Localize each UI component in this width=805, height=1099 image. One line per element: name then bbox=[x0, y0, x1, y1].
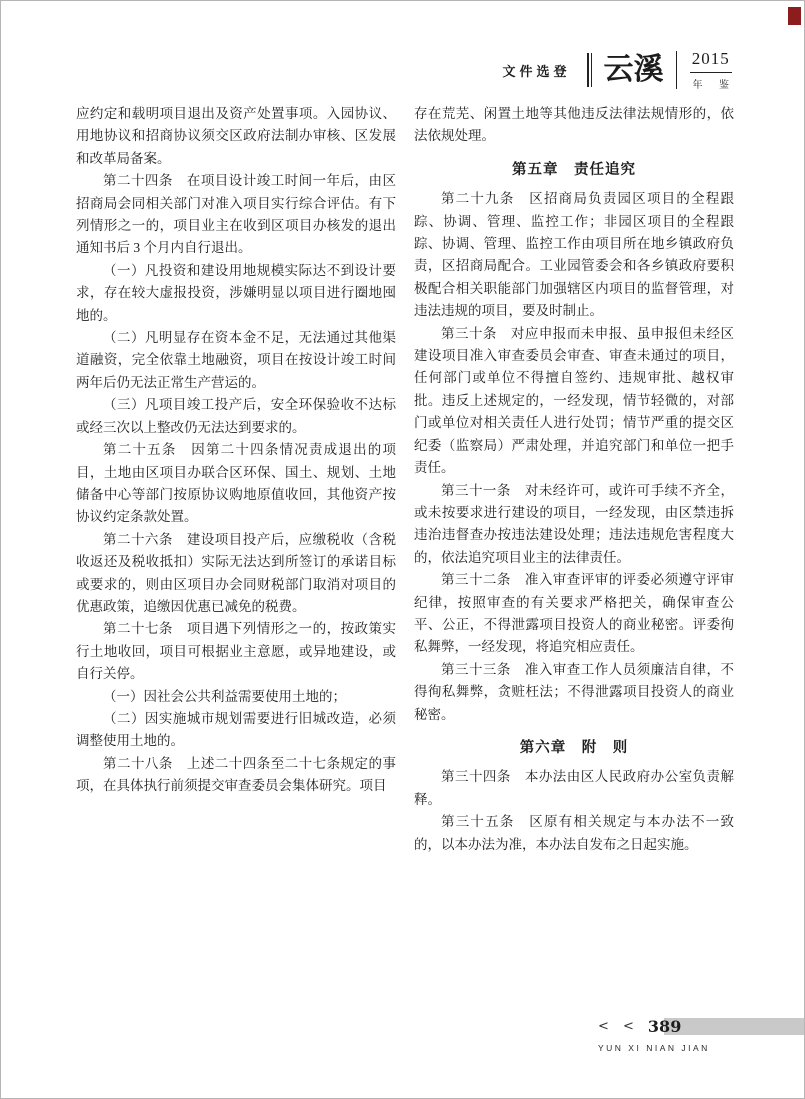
horizontal-rule bbox=[690, 72, 732, 73]
paragraph: 第二十七条 项目遇下列情形之一的，按政策实行土地收回，项目可根据业主意愿，或异地建设，或自行关停。 bbox=[76, 621, 396, 682]
paragraph: 第三十三条 准入审查工作人员须廉洁自律，不得徇私舞弊，贪赃枉法；不得泄露项目投资人的商业秘密。 bbox=[414, 661, 734, 722]
right-column bbox=[414, 103, 734, 856]
paragraph: 存在荒芜、闲置土地等其他违反法律法规情形的，依法依规处理。 bbox=[414, 106, 734, 144]
paragraph: （二）因实施城市规划需要进行旧城改造，必须调整使用土地的。 bbox=[76, 710, 396, 749]
section-label: 文件选登 bbox=[502, 63, 571, 79]
footer-gray-bar bbox=[664, 1018, 805, 1035]
page-header bbox=[76, 47, 736, 93]
paragraph: （一）凡投资和建设用地规模实际达不到设计要求，存在较大虚报投资，涉嫌明显以项目进行圈地囤地的。 bbox=[76, 262, 396, 323]
double-rule-divider bbox=[587, 53, 592, 87]
red-corner-mark bbox=[788, 7, 801, 25]
paragraph: 第二十四条 在项目设计竣工时间一年后，由区招商局会同相关部门对准入项目实行综合评估。有下列情形之一的，项目业主在收到区项目办核发的退出通知书后 3 个月内自行退出。 bbox=[76, 173, 396, 256]
paragraph: 第三十二条 准入审查评审的评委必须遵守评审纪律，按照审查的有关要求严格把关，确保审查公平、公正，不得泄露项目投资人的商业秘密。评委徇私舞弊，一经发现，将追究相应责任。 bbox=[414, 572, 734, 655]
brand-subtitle: 年 鉴 bbox=[692, 79, 736, 91]
page-footer bbox=[1, 1014, 805, 1074]
left-column bbox=[76, 103, 396, 798]
vertical-rule bbox=[676, 51, 677, 89]
year: 2015 bbox=[691, 49, 730, 69]
yearbook-brand: 云溪 bbox=[603, 52, 664, 87]
paragraph: 第二十六条 建设项目投产后，应缴税收（含税收返还及税收抵扣）实际无法达到所签订的承诺目标或要求的，则由区项目办会同财税部门取消对项目的优惠政策，追缴因优惠已减免的税费。 bbox=[76, 531, 396, 614]
paragraph: 第二十五条 因第二十四条情况责成退出的项目，土地由区项目办联合区环保、国土、规划、土地储备中心等部门按原协议购地原值收回，其他资产按协议约定条款处置。 bbox=[76, 442, 396, 525]
page-number: 389 bbox=[647, 1016, 682, 1036]
paragraph: （三）凡项目竣工投产后，安全环保验收不达标或经三次以上整改仍无法达到要求的。 bbox=[76, 397, 396, 435]
paragraph: （一）因社会公共利益需要使用土地的； bbox=[103, 688, 346, 704]
paragraph: （二）凡明显存在资本金不足，无法通过其他渠道融资，完全依靠土地融资，项目在按设计竣工时间两年后仍无法正常生产营运的。 bbox=[76, 330, 396, 390]
page-number-row bbox=[598, 1014, 681, 1038]
paragraph: 第二十八条 上述二十四条至二十七条规定的事项，在具体执行前须提交审查委员会集体研究。项目 bbox=[76, 755, 396, 794]
chapter-heading: 第六章 附 则 bbox=[519, 739, 629, 756]
page-arrows: < < bbox=[598, 1018, 639, 1034]
romanized-title: YUN XI NIAN JIAN bbox=[598, 1043, 710, 1053]
paragraph: 第三十五条 区原有相关规定与本办法不一致的，以本办法为准，本办法自发布之日起实施。 bbox=[414, 814, 734, 852]
paragraph: 第三十四条 本办法由区人民政府办公室负责解释。 bbox=[414, 769, 734, 807]
paragraph: 第三十一条 对未经许可，或许可手续不齐全，或未按要求进行建设的项目，一经发现，由区禁违拆违治违督查办按违法建设处理；违法违规危害程度大的，依法追究项目业主的法律责任。 bbox=[414, 482, 734, 565]
paragraph: 应约定和载明项目退出及资产处置事项。入园协议、用地协议和招商协议须交区政府法制办审核、区发展和改革局备案。 bbox=[76, 106, 396, 166]
year-block bbox=[686, 49, 737, 90]
paragraph: 第三十条 对应申报而未申报、虽申报但未经区建设项目准入审查委员会审查、审查未通过的项目，任何部门或单位不得擅自签约、违规审批、越权审批。违反上述规定的，一经发现，情节轻微的，对部门或单位对相关责任人进行处罚；情节严重的提交区纪委（监察局）严肃处理，并追究部门和单位一把手责任。 bbox=[414, 325, 734, 476]
chapter-heading: 第五章 责任追究 bbox=[512, 161, 636, 178]
paragraph: 第二十九条 区招商局负责园区项目的全程跟踪、协调、管理、监控工作；非园区项目的全程跟踪、协调、管理、监控工作由项目所在地乡镇政府负责，区招商局配合。工业园管委会和各乡镇政府要积极配合相关职能部门加强辖区内项目的监督管理，对违法违规的项目，要及时制止。 bbox=[414, 191, 734, 319]
